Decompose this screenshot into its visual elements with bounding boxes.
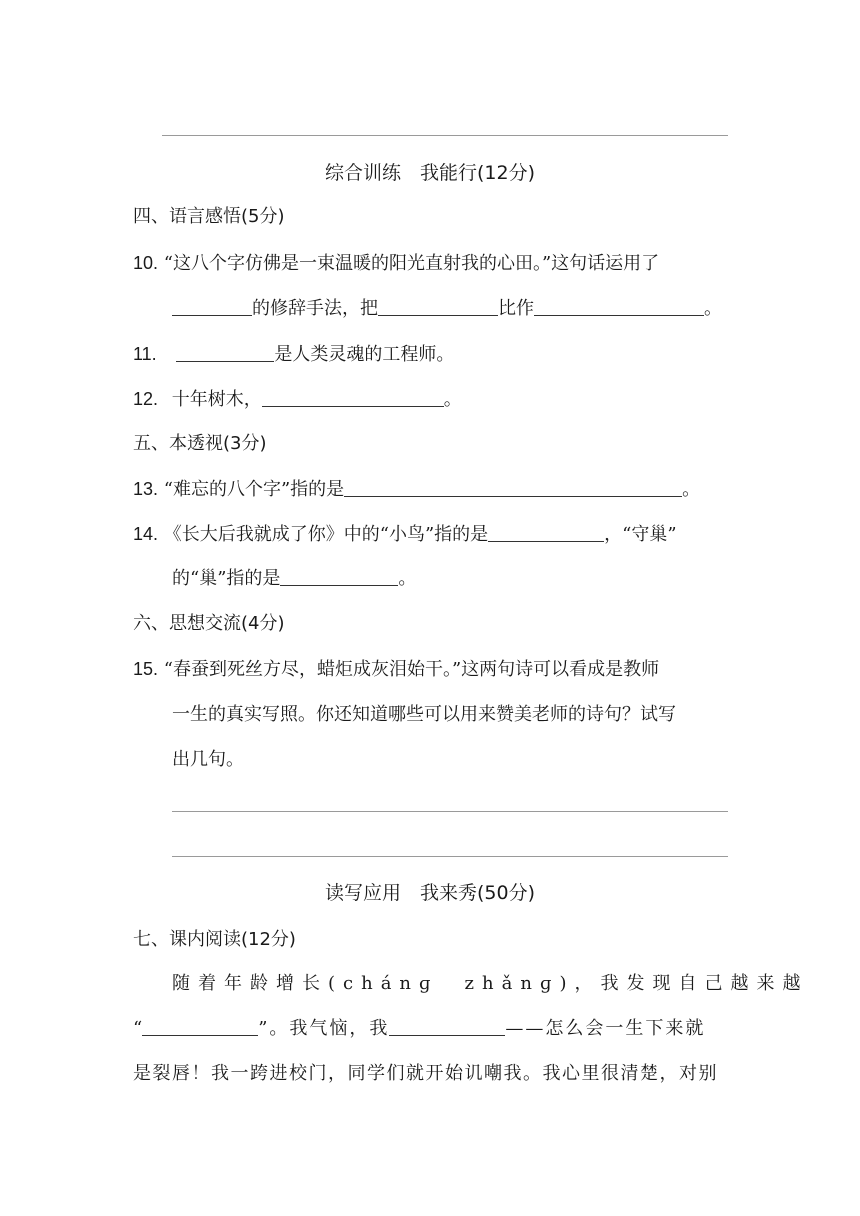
passage-text: ”。我气恼，我 <box>258 1018 390 1039</box>
answer-blank[interactable] <box>176 343 274 362</box>
question-text: ，“守巢” <box>604 524 677 545</box>
question-text: 。 <box>682 479 701 500</box>
question-number: 11. <box>133 344 157 364</box>
part-six-heading: 六、思想交流(4分) <box>133 613 285 634</box>
question-12 <box>133 386 462 413</box>
answer-blank[interactable] <box>534 297 704 316</box>
answer-blank[interactable] <box>262 388 444 407</box>
question-text: “这八个字仿佛是一束温暖的阳光直射我的心田。”这句话运用了 <box>163 253 660 274</box>
question-15-line-3: 出几句。 <box>172 749 244 770</box>
question-10-line-2 <box>172 296 722 322</box>
question-text: “难忘的八个字”指的是 <box>163 479 345 500</box>
question-14-line-2 <box>172 566 416 592</box>
question-15-line-2: 一生的真实写照。你还知道哪些可以用来赞美老师的诗句？试写 <box>172 704 676 725</box>
answer-line[interactable] <box>172 811 728 812</box>
answer-blank[interactable] <box>378 297 498 316</box>
passage-line-2 <box>133 1016 705 1042</box>
section-title-reading-writing: 读写应用 我来秀(50分) <box>324 882 535 904</box>
question-text: “春蚕到死丝方尽，蜡炬成灰泪始干。”这两句诗可以看成是教师 <box>163 659 660 680</box>
question-text: 。 <box>704 298 722 319</box>
question-text: 是人类灵魂的工程师。 <box>274 344 455 365</box>
answer-line[interactable] <box>172 856 728 857</box>
section-title-comprehensive: 综合训练 我能行(12分) <box>324 162 535 184</box>
question-text: 的“巢”指的是 <box>172 568 281 589</box>
question-text: 的修辞手法，把 <box>252 298 378 319</box>
answer-blank[interactable] <box>142 1017 258 1036</box>
question-number: 13. <box>133 479 159 499</box>
part-seven-heading: 七、课内阅读(12分) <box>133 929 296 950</box>
answer-blank[interactable] <box>389 1017 505 1036</box>
question-15-line-1 <box>133 656 659 683</box>
passage-line-1: 随着年龄增长(chánɡ zhǎnɡ)，我发现自己越来越 <box>172 973 809 994</box>
answer-blank[interactable] <box>280 567 398 586</box>
question-number: 12. <box>133 389 159 409</box>
question-number: 14. <box>133 524 159 544</box>
top-divider <box>162 135 728 136</box>
part-five-heading: 五、本透视(3分) <box>133 433 267 454</box>
passage-text: “ <box>133 1018 143 1039</box>
question-number: 15. <box>133 659 159 679</box>
question-10-line-1 <box>133 250 659 277</box>
question-14-line-1 <box>133 521 677 548</box>
question-text: 比作 <box>498 298 534 319</box>
question-text: 《长大后我就成了你》中的“小鸟”指的是 <box>163 524 489 545</box>
answer-blank[interactable] <box>488 523 604 542</box>
question-text: 。 <box>398 568 417 589</box>
question-11 <box>133 341 454 368</box>
passage-line-3: 是裂唇！我一跨进校门，同学们就开始讥嘲我。我心里很清楚，对别 <box>133 1063 718 1084</box>
question-text: 十年树木， <box>171 389 262 410</box>
question-13 <box>133 476 700 503</box>
part-four-heading: 四、语言感悟(5分) <box>133 206 285 227</box>
answer-blank[interactable] <box>344 478 682 497</box>
question-text: 。 <box>443 389 462 410</box>
passage-text: ——怎么会一生下来就 <box>505 1018 706 1039</box>
answer-blank[interactable] <box>172 297 252 316</box>
question-number: 10. <box>133 253 159 273</box>
